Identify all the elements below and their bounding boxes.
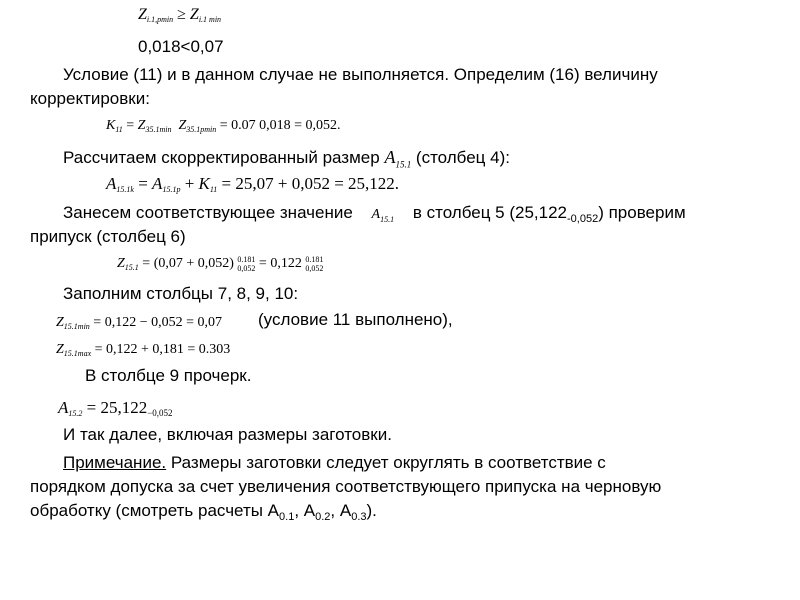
paragraph-6: В столбце 9 прочерк. — [85, 366, 252, 385]
f1-z: Z — [138, 6, 147, 23]
f2-z1: Z — [137, 118, 146, 133]
f4-u1: 0.181 — [237, 254, 256, 264]
note-c1: обработку (смотреть расчеты А — [30, 501, 280, 520]
note-s3: 0.3 — [351, 511, 367, 523]
f5-zsub: 15.1min — [63, 322, 90, 331]
paragraph-4: Заполним столбцы 7, 8, 9, 10: — [63, 284, 299, 303]
f4-l2: 0,052 — [305, 263, 324, 273]
f4-mid: = 0,122 — [258, 256, 302, 271]
note-s2: 0.2 — [315, 511, 331, 523]
note-c2: , А — [294, 501, 316, 520]
p3-end2: ) проверим — [598, 203, 686, 222]
f7-a: A — [58, 398, 69, 417]
paragraph-1: Условие (11) и в данном случае не выполняется. Определим (16) величину — [63, 65, 658, 84]
paragraph-2 — [63, 146, 510, 176]
f2-k: K — [106, 118, 116, 133]
f4-tol1 — [237, 255, 255, 273]
f5-z: Z — [56, 315, 64, 330]
p2-symbol-sub: 15.1 — [395, 159, 412, 170]
f3-eq: = — [138, 174, 148, 193]
formula-adjusted-size — [106, 174, 399, 200]
f3-k: K — [198, 174, 210, 193]
f3-b: A — [152, 174, 163, 193]
comparison-line: 0,018<0,07 — [138, 37, 224, 56]
paragraph-7: И так далее, включая размеры заготовки. — [63, 425, 392, 444]
p2-symbol-letter: A — [384, 147, 396, 167]
p3-sub: -0,052 — [567, 213, 599, 225]
f3-plus: + — [184, 174, 195, 193]
f6-z: Z — [56, 342, 64, 357]
formula-zmax — [56, 340, 230, 364]
f3-ksub: 11 — [209, 185, 218, 194]
p3-end: в столбец 5 (25,122 — [412, 203, 567, 222]
f2-eq: = — [126, 118, 135, 133]
f4-u2: 0.181 — [305, 254, 324, 264]
p3-text: Занесем соответствующее значение — [63, 203, 353, 222]
f7-body: = 25,122 — [86, 398, 148, 417]
formula-a152 — [58, 398, 173, 424]
note-c4: ). — [366, 501, 377, 520]
f1-sub2: i.1 min — [198, 15, 222, 24]
f7-sub: −0,052 — [147, 408, 173, 418]
p3-symbol-sub: 15.1 — [380, 214, 395, 224]
formula-allowance — [117, 254, 323, 278]
f2-rest: = 0.07 0,018 = 0,052. — [219, 118, 341, 133]
f6-body: = 0,122 + 0,181 = 0.303 — [94, 342, 231, 357]
f4-l1: 0,052 — [237, 263, 256, 273]
f2-z2sub: 35.1pmin — [186, 125, 217, 134]
f3-asub: 15.1k — [116, 185, 134, 194]
f2-z1sub: 35.1min — [145, 125, 172, 134]
p2-end: (столбец 4): — [415, 148, 510, 167]
note-s1: 0.1 — [279, 511, 295, 523]
note-text: Размеры заготовки следует округлять в соответствие с — [170, 453, 606, 472]
f4-tol2 — [305, 255, 323, 273]
note-label: Примечание. — [63, 453, 167, 472]
f3-rest: = 25,07 + 0,052 = 25,122. — [221, 174, 400, 193]
f4-zsub: 15.1 — [124, 263, 139, 272]
note-c3: , А — [330, 501, 352, 520]
p2-text: Рассчитаем скорректированный размер — [63, 148, 380, 167]
f1-sub: i.1,pmin — [146, 15, 174, 24]
paragraph-3-cont: припуск (столбец 6) — [30, 227, 186, 246]
f4-z: Z — [117, 256, 125, 271]
f4-body: = (0,07 + 0,052) — [142, 256, 234, 271]
paragraph-5: (условие 11 выполнено), — [258, 310, 453, 329]
f2-ksub: 11 — [115, 125, 123, 134]
formula-zmin — [56, 313, 222, 337]
p2-symbol — [384, 147, 412, 170]
f2-z2: Z — [178, 118, 187, 133]
f6-zsub: 15.1max — [63, 349, 92, 358]
f1-op: ≥ — [177, 6, 186, 23]
f1-z2: Z — [189, 6, 199, 23]
formula-condition — [138, 5, 221, 30]
f7-asub: 15.2 — [68, 409, 83, 418]
paragraph-1-cont: корректировки: — [30, 89, 150, 108]
formula-correction — [106, 116, 341, 140]
f3-bsub: 15.1p — [162, 185, 181, 194]
note-line-1 — [63, 452, 606, 474]
p3-symbol-letter: A — [371, 207, 381, 222]
f3-a: A — [106, 174, 117, 193]
note-line-2: порядком допуска за счет увеличения соответствующего припуска на черновую — [30, 477, 662, 496]
f5-body: = 0,122 − 0,052 = 0,07 — [93, 315, 222, 330]
note-line-3 — [30, 500, 377, 528]
p3-symbol — [372, 204, 395, 231]
